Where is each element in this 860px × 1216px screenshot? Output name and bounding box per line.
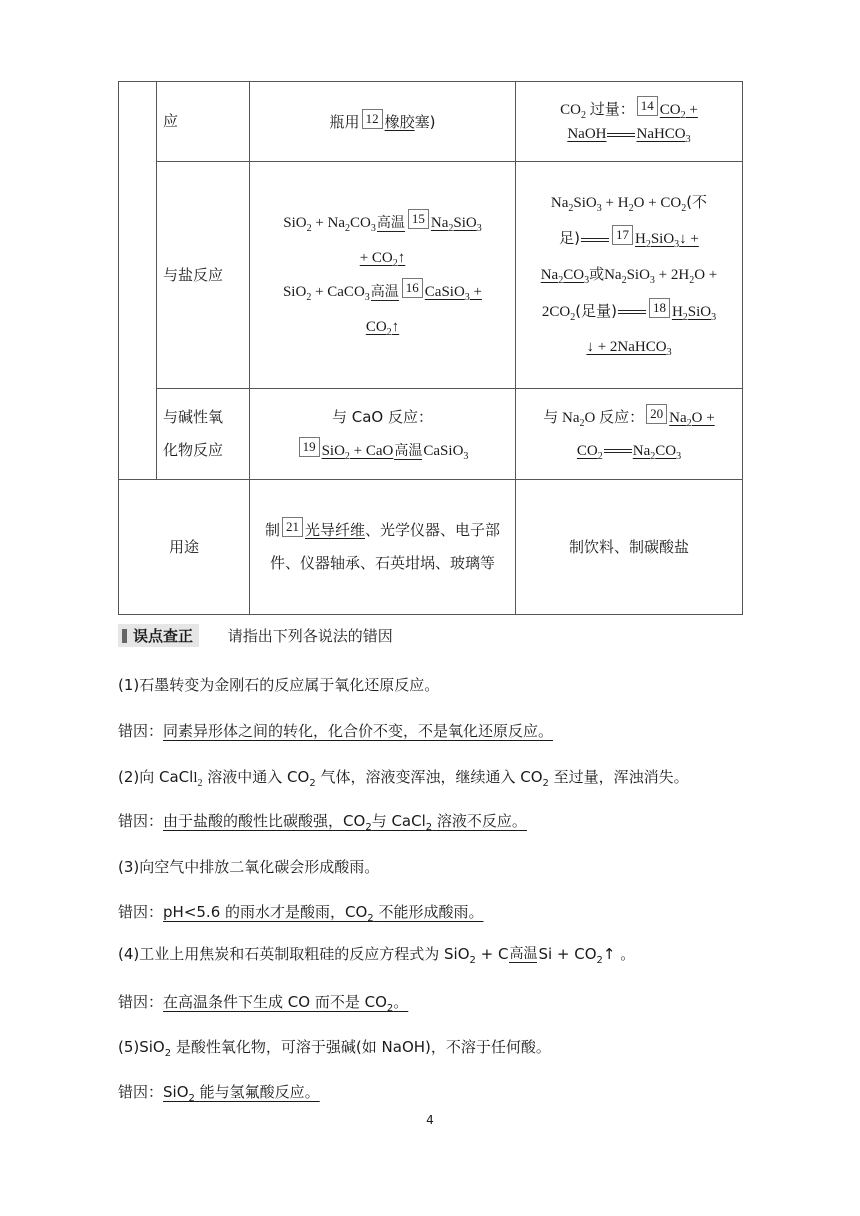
question-4: (4)工业上用焦炭和石英制取粗硅的反应方程式为 SiO$_2$ + C 高温 $Si + CO_2↑$ 。: [118, 945, 636, 966]
cell-co2-salt: $Na_2SiO_3 + H_2O + CO_2$(不 足) 17 $H_2SiO_3↓$ + $Na_2CO_3$或$Na_2SiO_3 + 2H_2O$ + $2CO_2$(足量) 18 $H_2SiO_3$ ↓ + 2NaHCO$_3$: [516, 162, 743, 389]
row-label-salt: 与盐反应: [157, 162, 250, 389]
cell-co2-excess: $CO_2$ 过量： 14 $CO_2$ + NaOH NaHCO$_3$: [516, 82, 743, 162]
answer-4: 错因：在高温条件下生成 CO 而不是 $CO_2$。: [118, 993, 409, 1014]
section-instruction: 请指出下列各说法的错因: [227, 627, 393, 645]
cell-sio2-usage: 制 21 光导纤维、光学仪器、电子部件、仪器轴承、石英坩埚、玻璃等: [250, 480, 516, 615]
question-2: (2)向 CaCll$_2$ 溶液中通入 $CO_2$ 气体，溶液变浑浊，继续通入 $CO_2$ 至过量，浑浊消失。: [118, 768, 689, 789]
question-1: (1)石墨转变为金刚石的反应属于氧化还原反应。: [118, 676, 440, 694]
row-label-reaction: 应: [157, 82, 250, 162]
row-label-usage: 用途: [119, 480, 250, 615]
properties-table: [118, 81, 743, 615]
answer-1: 错因：同素异形体之间的转化，化合价不变，不是氧化还原反应。: [118, 722, 554, 740]
section-header: [118, 624, 393, 647]
answer-2: 错因：由于盐酸的酸性比碳酸强，$CO_2$与 CaCl$_2$ 溶液不反应。: [118, 812, 527, 833]
answer-5: 错因：SiO$_2$ 能与氢氟酸反应。: [118, 1083, 320, 1104]
question-5: (5)SiO$_2$ 是酸性氧化物，可溶于强碱(如 NaOH)，不溶于任何酸。: [118, 1038, 551, 1059]
answer-3: 错因：pH<5.6 的雨水才是酸雨，$CO_2$ 不能形成酸雨。: [118, 903, 484, 924]
cell-co2-na2o: 与 $Na_2O$ 反应： 20 $Na_2O$ + $CO_2$ $Na_2CO_3$: [516, 389, 743, 480]
cell-co2-usage: 制饮料、制碳酸盐: [516, 480, 743, 615]
question-3: (3)向空气中排放二氧化碳会形成酸雨。: [118, 858, 380, 876]
page-number: 4: [426, 1113, 434, 1127]
cell-sio2-bottle: 瓶用 12 橡胶塞): [250, 82, 516, 162]
row-label-basic-oxide: 与碱性氧 化物反应: [157, 389, 250, 480]
group-cell: [119, 82, 157, 480]
cell-sio2-cao: 与 CaO 反应： 19 SiO$_2$ + CaO 高温 CaSiO$_3$: [250, 389, 516, 480]
cell-sio2-salt: $SiO_2 + Na_2CO_3$ 高温 15 $Na_2SiO_3$ + $CO_2↑$ SiO$_2$ + CaCO$_3$ 高温 16 CaSiO$_3$ + $CO_2↑$: [250, 162, 516, 389]
section-tag: 误点查正: [118, 624, 199, 647]
